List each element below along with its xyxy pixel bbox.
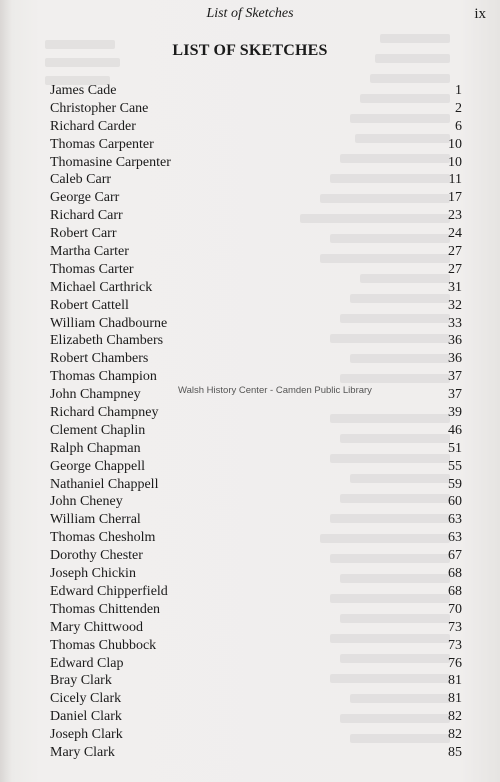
- list-item: [50, 279, 462, 297]
- entry-name: Daniel Clark: [50, 709, 122, 725]
- running-head: [0, 6, 500, 24]
- entry-name: Joseph Clark: [50, 727, 123, 743]
- entry-page-number: 33: [448, 315, 462, 331]
- list-item: [50, 261, 462, 279]
- entry-page-number: 31: [448, 279, 462, 295]
- entry-page-number: 36: [448, 351, 462, 367]
- list-item: [50, 708, 462, 726]
- list-item: [50, 154, 462, 172]
- entry-page-number: 81: [448, 691, 462, 707]
- entry-name: Richard Carr: [50, 208, 123, 224]
- page-heading: LIST OF SKETCHES: [172, 42, 328, 59]
- entry-name: Christopher Cane: [50, 100, 149, 116]
- list-item: [50, 118, 462, 136]
- entry-page-number: 27: [448, 261, 462, 277]
- entry-name: Robert Carr: [50, 226, 117, 242]
- list-item: [50, 690, 462, 708]
- list-item: [50, 189, 462, 207]
- entry-page-number: 1: [455, 83, 462, 98]
- entry-page-number: 73: [448, 637, 462, 653]
- list-item: [50, 350, 462, 368]
- list-item: [50, 565, 462, 583]
- entry-name: Elizabeth Chambers: [50, 333, 164, 349]
- entry-page-number: 37: [448, 369, 462, 385]
- running-title: List of Sketches: [206, 6, 294, 21]
- entry-page-number: 11: [448, 172, 462, 188]
- list-item: [50, 476, 462, 494]
- entry-name: Michael Carthrick: [50, 279, 153, 295]
- list-item: [50, 619, 462, 637]
- entry-page-number: 60: [448, 494, 462, 510]
- list-item: [50, 404, 462, 422]
- list-item: [50, 493, 462, 511]
- list-item: [50, 744, 462, 762]
- sketch-list: [50, 82, 462, 762]
- entry-name: Dorothy Chester: [50, 548, 143, 564]
- page-number: ix: [474, 6, 486, 22]
- entry-page-number: 10: [448, 136, 462, 152]
- entry-name: John Champney: [50, 387, 141, 403]
- list-item: [50, 225, 462, 243]
- entry-page-number: 73: [448, 619, 462, 635]
- entry-page-number: 68: [448, 566, 462, 582]
- list-item: [50, 207, 462, 225]
- entry-name: William Chadbourne: [50, 315, 168, 331]
- entry-name: Richard Champney: [50, 405, 159, 421]
- entry-page-number: 85: [448, 744, 462, 760]
- entry-name: Edward Chipperfield: [50, 583, 168, 599]
- entry-page-number: 37: [448, 387, 462, 403]
- entry-page-number: 17: [448, 190, 462, 206]
- list-item: [50, 297, 462, 315]
- entry-name: Nathaniel Chappell: [50, 476, 159, 492]
- list-item: [50, 529, 462, 547]
- entry-name: John Cheney: [50, 494, 123, 510]
- entry-name: Thomas Carter: [50, 261, 134, 277]
- entry-name: Clement Chaplin: [50, 422, 146, 438]
- entry-name: Bray Clark: [50, 673, 112, 689]
- list-item: [50, 82, 462, 100]
- entry-page-number: 59: [448, 476, 462, 492]
- list-item: [50, 655, 462, 673]
- list-item: [50, 458, 462, 476]
- entry-name: Martha Carter: [50, 244, 129, 260]
- entry-name: George Carr: [50, 190, 120, 206]
- list-item: [50, 136, 462, 154]
- list-item: [50, 583, 462, 601]
- list-item: [50, 637, 462, 655]
- entry-page-number: 82: [448, 709, 462, 725]
- list-item: [50, 726, 462, 744]
- entry-name: Richard Carder: [50, 118, 136, 134]
- entry-name: George Chappell: [50, 458, 145, 474]
- list-item: [50, 368, 462, 386]
- entry-name: Joseph Chickin: [50, 566, 136, 582]
- list-item: [50, 511, 462, 529]
- list-item: [50, 100, 462, 118]
- entry-page-number: 23: [448, 208, 462, 224]
- entry-name: Thomas Chesholm: [50, 530, 156, 546]
- entry-page-number: 46: [448, 422, 462, 438]
- entry-name: Thomas Carpenter: [50, 136, 154, 152]
- entry-page-number: 27: [448, 244, 462, 260]
- entry-page-number: 39: [448, 405, 462, 421]
- list-item: [50, 547, 462, 565]
- list-item: [50, 171, 462, 189]
- entry-name: William Cherral: [50, 512, 141, 528]
- watermark: Walsh History Center - Camden Public Library: [178, 385, 372, 396]
- entry-page-number: 6: [455, 118, 462, 134]
- entry-name: Thomasine Carpenter: [50, 154, 171, 170]
- entry-name: Robert Cattell: [50, 297, 129, 313]
- entry-page-number: 32: [448, 297, 462, 313]
- list-item: [50, 422, 462, 440]
- entry-page-number: 81: [448, 673, 462, 689]
- entry-page-number: 24: [448, 226, 462, 242]
- entry-page-number: 76: [448, 655, 462, 671]
- entry-page-number: 67: [448, 548, 462, 564]
- list-item: [50, 601, 462, 619]
- entry-name: Mary Clark: [50, 744, 115, 760]
- entry-page-number: 63: [448, 512, 462, 528]
- entry-name: Caleb Carr: [50, 172, 112, 188]
- entry-name: Ralph Chapman: [50, 440, 141, 456]
- list-item: [50, 332, 462, 350]
- list-item: [50, 315, 462, 333]
- entry-name: Robert Chambers: [50, 351, 149, 367]
- entry-page-number: 10: [448, 154, 462, 170]
- list-item: [50, 243, 462, 261]
- entry-name: Thomas Chittenden: [50, 601, 161, 617]
- entry-name: Edward Clap: [50, 655, 124, 671]
- entry-page-number: 2: [455, 100, 462, 116]
- entry-page-number: 51: [448, 440, 462, 456]
- entry-name: Thomas Chubbock: [50, 637, 157, 653]
- entry-page-number: 36: [448, 333, 462, 349]
- entry-name: Mary Chittwood: [50, 619, 143, 635]
- entry-page-number: 82: [448, 727, 462, 743]
- entry-page-number: 70: [448, 601, 462, 617]
- entry-page-number: 55: [448, 458, 462, 474]
- entry-name: Cicely Clark: [50, 691, 122, 707]
- entry-page-number: 63: [448, 530, 462, 546]
- entry-name: Thomas Champion: [50, 369, 157, 385]
- entry-page-number: 68: [448, 583, 462, 599]
- list-item: [50, 440, 462, 458]
- entry-name: James Cade: [50, 83, 117, 98]
- list-item: [50, 672, 462, 690]
